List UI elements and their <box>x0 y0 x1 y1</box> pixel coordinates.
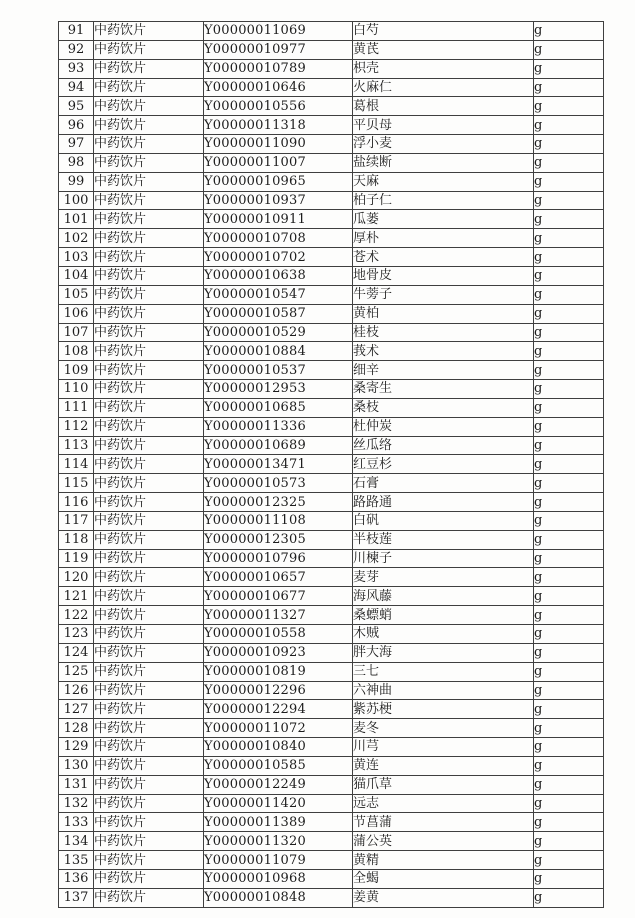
cell-unit: g <box>534 869 604 888</box>
cell-row-number: 125 <box>59 662 94 681</box>
table-row <box>59 851 604 870</box>
cell-code: Y00000010537 <box>204 361 353 380</box>
cell-code: Y00000010708 <box>204 229 353 248</box>
cell-unit: g <box>534 342 604 361</box>
cell-drug-name: 海风藤 <box>353 587 534 606</box>
cell-category: 中药饮片 <box>94 153 204 172</box>
cell-code: Y00000010587 <box>204 304 353 323</box>
cell-category: 中药饮片 <box>94 342 204 361</box>
cell-unit: g <box>534 380 604 399</box>
cell-code: Y00000010840 <box>204 738 353 757</box>
cell-category: 中药饮片 <box>94 643 204 662</box>
cell-code: Y00000010677 <box>204 587 353 606</box>
cell-row-number: 119 <box>59 549 94 568</box>
cell-category: 中药饮片 <box>94 869 204 888</box>
table-row <box>59 323 604 342</box>
cell-unit: g <box>534 266 604 285</box>
cell-category: 中药饮片 <box>94 549 204 568</box>
cell-drug-name: 杜仲炭 <box>353 417 534 436</box>
cell-drug-name: 三七 <box>353 662 534 681</box>
cell-drug-name: 平贝母 <box>353 116 534 135</box>
cell-drug-name: 黄精 <box>353 851 534 870</box>
cell-code: Y00000011090 <box>204 135 353 154</box>
cell-drug-name: 木贼 <box>353 625 534 644</box>
table-row <box>59 285 604 304</box>
cell-code: Y00000010702 <box>204 248 353 267</box>
table-row <box>59 756 604 775</box>
cell-row-number: 116 <box>59 493 94 512</box>
cell-code: Y00000011072 <box>204 719 353 738</box>
table-row <box>59 191 604 210</box>
cell-code: Y00000012953 <box>204 380 353 399</box>
cell-unit: g <box>534 530 604 549</box>
cell-category: 中药饮片 <box>94 775 204 794</box>
cell-row-number: 97 <box>59 135 94 154</box>
table-row <box>59 681 604 700</box>
cell-drug-name: 紫苏梗 <box>353 700 534 719</box>
cell-category: 中药饮片 <box>94 210 204 229</box>
cell-drug-name: 枳壳 <box>353 59 534 78</box>
cell-drug-name: 牛蒡子 <box>353 285 534 304</box>
cell-drug-name: 姜黄 <box>353 888 534 907</box>
table-row <box>59 417 604 436</box>
cell-category: 中药饮片 <box>94 304 204 323</box>
table-row <box>59 398 604 417</box>
cell-row-number: 111 <box>59 398 94 417</box>
cell-unit: g <box>534 59 604 78</box>
cell-unit: g <box>534 587 604 606</box>
table-row <box>59 116 604 135</box>
table-row <box>59 436 604 455</box>
cell-row-number: 137 <box>59 888 94 907</box>
cell-category: 中药饮片 <box>94 511 204 530</box>
cell-category: 中药饮片 <box>94 587 204 606</box>
cell-row-number: 131 <box>59 775 94 794</box>
table-row <box>59 869 604 888</box>
cell-unit: g <box>534 78 604 97</box>
table-row <box>59 587 604 606</box>
cell-row-number: 132 <box>59 794 94 813</box>
cell-row-number: 107 <box>59 323 94 342</box>
cell-unit: g <box>534 455 604 474</box>
table-row <box>59 380 604 399</box>
table-row <box>59 210 604 229</box>
table-row <box>59 493 604 512</box>
cell-code: Y00000011318 <box>204 116 353 135</box>
cell-unit: g <box>534 756 604 775</box>
cell-row-number: 94 <box>59 78 94 97</box>
cell-category: 中药饮片 <box>94 248 204 267</box>
cell-unit: g <box>534 474 604 493</box>
cell-category: 中药饮片 <box>94 493 204 512</box>
table-row <box>59 153 604 172</box>
table-row <box>59 832 604 851</box>
cell-unit: g <box>534 888 604 907</box>
cell-category: 中药饮片 <box>94 700 204 719</box>
cell-row-number: 96 <box>59 116 94 135</box>
cell-category: 中药饮片 <box>94 59 204 78</box>
cell-code: Y00000011007 <box>204 153 353 172</box>
cell-code: Y00000010937 <box>204 191 353 210</box>
table-row <box>59 97 604 116</box>
cell-category: 中药饮片 <box>94 172 204 191</box>
cell-drug-name: 桑枝 <box>353 398 534 417</box>
cell-category: 中药饮片 <box>94 22 204 41</box>
cell-unit: g <box>534 794 604 813</box>
cell-unit: g <box>534 40 604 59</box>
cell-row-number: 122 <box>59 606 94 625</box>
cell-drug-name: 六神曲 <box>353 681 534 700</box>
cell-category: 中药饮片 <box>94 756 204 775</box>
cell-code: Y00000010796 <box>204 549 353 568</box>
cell-code: Y00000010848 <box>204 888 353 907</box>
cell-drug-name: 节菖蒲 <box>353 813 534 832</box>
cell-unit: g <box>534 568 604 587</box>
cell-drug-name: 川芎 <box>353 738 534 757</box>
cell-category: 中药饮片 <box>94 606 204 625</box>
cell-drug-name: 石膏 <box>353 474 534 493</box>
cell-category: 中药饮片 <box>94 323 204 342</box>
table-row <box>59 511 604 530</box>
cell-category: 中药饮片 <box>94 625 204 644</box>
cell-drug-name: 莪术 <box>353 342 534 361</box>
table-row <box>59 775 604 794</box>
cell-drug-name: 麦芽 <box>353 568 534 587</box>
table-row <box>59 606 604 625</box>
cell-code: Y00000011320 <box>204 832 353 851</box>
cell-category: 中药饮片 <box>94 455 204 474</box>
table-row <box>59 625 604 644</box>
table-row <box>59 304 604 323</box>
cell-unit: g <box>534 832 604 851</box>
cell-code: Y00000010547 <box>204 285 353 304</box>
cell-drug-name: 天麻 <box>353 172 534 191</box>
cell-code: Y00000010646 <box>204 78 353 97</box>
table-row <box>59 135 604 154</box>
cell-code: Y00000012249 <box>204 775 353 794</box>
cell-code: Y00000010789 <box>204 59 353 78</box>
table-row <box>59 78 604 97</box>
cell-code: Y00000011336 <box>204 417 353 436</box>
cell-drug-name: 猫爪草 <box>353 775 534 794</box>
cell-code: Y00000010573 <box>204 474 353 493</box>
cell-category: 中药饮片 <box>94 662 204 681</box>
cell-unit: g <box>534 549 604 568</box>
cell-category: 中药饮片 <box>94 719 204 738</box>
cell-row-number: 126 <box>59 681 94 700</box>
cell-row-number: 103 <box>59 248 94 267</box>
table-row <box>59 662 604 681</box>
cell-unit: g <box>534 625 604 644</box>
cell-category: 中药饮片 <box>94 116 204 135</box>
table-row <box>59 738 604 757</box>
cell-drug-name: 白矾 <box>353 511 534 530</box>
cell-code: Y00000010911 <box>204 210 353 229</box>
cell-row-number: 114 <box>59 455 94 474</box>
cell-unit: g <box>534 229 604 248</box>
cell-category: 中药饮片 <box>94 474 204 493</box>
cell-drug-name: 路路通 <box>353 493 534 512</box>
cell-row-number: 129 <box>59 738 94 757</box>
cell-category: 中药饮片 <box>94 832 204 851</box>
cell-code: Y00000011069 <box>204 22 353 41</box>
cell-drug-name: 苍术 <box>353 248 534 267</box>
cell-code: Y00000012305 <box>204 530 353 549</box>
cell-drug-name: 柏子仁 <box>353 191 534 210</box>
cell-category: 中药饮片 <box>94 794 204 813</box>
cell-row-number: 98 <box>59 153 94 172</box>
cell-row-number: 124 <box>59 643 94 662</box>
cell-row-number: 102 <box>59 229 94 248</box>
table-row <box>59 568 604 587</box>
cell-drug-name: 蒲公英 <box>353 832 534 851</box>
cell-row-number: 130 <box>59 756 94 775</box>
cell-code: Y00000010685 <box>204 398 353 417</box>
table-row <box>59 700 604 719</box>
table-row <box>59 22 604 41</box>
cell-category: 中药饮片 <box>94 380 204 399</box>
cell-drug-name: 丝瓜络 <box>353 436 534 455</box>
cell-category: 中药饮片 <box>94 738 204 757</box>
cell-unit: g <box>534 323 604 342</box>
cell-drug-name: 黄柏 <box>353 304 534 323</box>
cell-category: 中药饮片 <box>94 568 204 587</box>
cell-unit: g <box>534 285 604 304</box>
cell-unit: g <box>534 135 604 154</box>
cell-drug-name: 桂枝 <box>353 323 534 342</box>
cell-row-number: 109 <box>59 361 94 380</box>
cell-unit: g <box>534 738 604 757</box>
table-row <box>59 549 604 568</box>
cell-category: 中药饮片 <box>94 436 204 455</box>
cell-row-number: 95 <box>59 97 94 116</box>
cell-unit: g <box>534 153 604 172</box>
cell-unit: g <box>534 361 604 380</box>
cell-code: Y00000011079 <box>204 851 353 870</box>
cell-drug-name: 瓜蒌 <box>353 210 534 229</box>
table-row <box>59 229 604 248</box>
cell-drug-name: 浮小麦 <box>353 135 534 154</box>
cell-category: 中药饮片 <box>94 78 204 97</box>
cell-unit: g <box>534 606 604 625</box>
table-row <box>59 813 604 832</box>
cell-row-number: 106 <box>59 304 94 323</box>
cell-row-number: 136 <box>59 869 94 888</box>
cell-drug-name: 盐续断 <box>353 153 534 172</box>
cell-code: Y00000010968 <box>204 869 353 888</box>
cell-category: 中药饮片 <box>94 40 204 59</box>
cell-code: Y00000012296 <box>204 681 353 700</box>
cell-unit: g <box>534 700 604 719</box>
cell-row-number: 123 <box>59 625 94 644</box>
cell-row-number: 101 <box>59 210 94 229</box>
cell-row-number: 104 <box>59 266 94 285</box>
table-row <box>59 172 604 191</box>
cell-unit: g <box>534 493 604 512</box>
table-row <box>59 455 604 474</box>
medicine-table-body <box>59 22 604 908</box>
cell-unit: g <box>534 116 604 135</box>
cell-unit: g <box>534 417 604 436</box>
cell-code: Y00000010529 <box>204 323 353 342</box>
cell-code: Y00000010585 <box>204 756 353 775</box>
cell-category: 中药饮片 <box>94 417 204 436</box>
cell-category: 中药饮片 <box>94 361 204 380</box>
cell-unit: g <box>534 304 604 323</box>
cell-code: Y00000010689 <box>204 436 353 455</box>
cell-drug-name: 全蝎 <box>353 869 534 888</box>
cell-drug-name: 地骨皮 <box>353 266 534 285</box>
cell-category: 中药饮片 <box>94 285 204 304</box>
table-row <box>59 342 604 361</box>
cell-drug-name: 胖大海 <box>353 643 534 662</box>
cell-code: Y00000010884 <box>204 342 353 361</box>
cell-row-number: 127 <box>59 700 94 719</box>
cell-category: 中药饮片 <box>94 135 204 154</box>
cell-code: Y00000011108 <box>204 511 353 530</box>
medicine-table <box>58 21 604 908</box>
cell-unit: g <box>534 97 604 116</box>
cell-drug-name: 黄芪 <box>353 40 534 59</box>
cell-code: Y00000010558 <box>204 625 353 644</box>
cell-category: 中药饮片 <box>94 530 204 549</box>
cell-code: Y00000011389 <box>204 813 353 832</box>
cell-code: Y00000010977 <box>204 40 353 59</box>
cell-row-number: 110 <box>59 380 94 399</box>
cell-drug-name: 葛根 <box>353 97 534 116</box>
cell-code: Y00000010923 <box>204 643 353 662</box>
cell-drug-name: 半枝莲 <box>353 530 534 549</box>
cell-unit: g <box>534 191 604 210</box>
cell-row-number: 92 <box>59 40 94 59</box>
table-row <box>59 248 604 267</box>
cell-row-number: 108 <box>59 342 94 361</box>
cell-row-number: 133 <box>59 813 94 832</box>
cell-row-number: 135 <box>59 851 94 870</box>
cell-row-number: 117 <box>59 511 94 530</box>
cell-code: Y00000012325 <box>204 493 353 512</box>
cell-row-number: 99 <box>59 172 94 191</box>
cell-unit: g <box>534 436 604 455</box>
cell-category: 中药饮片 <box>94 97 204 116</box>
cell-drug-name: 红豆杉 <box>353 455 534 474</box>
cell-unit: g <box>534 511 604 530</box>
cell-drug-name: 厚朴 <box>353 229 534 248</box>
cell-code: Y00000010638 <box>204 266 353 285</box>
cell-row-number: 118 <box>59 530 94 549</box>
table-row <box>59 474 604 493</box>
cell-code: Y00000012294 <box>204 700 353 719</box>
table-row <box>59 794 604 813</box>
cell-row-number: 121 <box>59 587 94 606</box>
cell-drug-name: 细辛 <box>353 361 534 380</box>
table-row <box>59 719 604 738</box>
table-row <box>59 266 604 285</box>
cell-row-number: 100 <box>59 191 94 210</box>
cell-category: 中药饮片 <box>94 681 204 700</box>
cell-code: Y00000010965 <box>204 172 353 191</box>
cell-row-number: 115 <box>59 474 94 493</box>
cell-row-number: 112 <box>59 417 94 436</box>
cell-unit: g <box>534 719 604 738</box>
cell-drug-name: 远志 <box>353 794 534 813</box>
cell-unit: g <box>534 851 604 870</box>
cell-code: Y00000010657 <box>204 568 353 587</box>
cell-code: Y00000011420 <box>204 794 353 813</box>
cell-category: 中药饮片 <box>94 191 204 210</box>
cell-row-number: 105 <box>59 285 94 304</box>
cell-unit: g <box>534 643 604 662</box>
cell-unit: g <box>534 681 604 700</box>
cell-drug-name: 麦冬 <box>353 719 534 738</box>
cell-code: Y00000011327 <box>204 606 353 625</box>
cell-code: Y00000013471 <box>204 455 353 474</box>
table-row <box>59 361 604 380</box>
cell-category: 中药饮片 <box>94 813 204 832</box>
cell-row-number: 91 <box>59 22 94 41</box>
cell-category: 中药饮片 <box>94 229 204 248</box>
table-row <box>59 530 604 549</box>
cell-unit: g <box>534 22 604 41</box>
table-row <box>59 643 604 662</box>
cell-category: 中药饮片 <box>94 266 204 285</box>
cell-unit: g <box>534 398 604 417</box>
cell-drug-name: 川楝子 <box>353 549 534 568</box>
cell-unit: g <box>534 248 604 267</box>
cell-unit: g <box>534 210 604 229</box>
cell-code: Y00000010819 <box>204 662 353 681</box>
cell-row-number: 134 <box>59 832 94 851</box>
cell-drug-name: 火麻仁 <box>353 78 534 97</box>
table-row <box>59 888 604 907</box>
cell-unit: g <box>534 813 604 832</box>
cell-row-number: 120 <box>59 568 94 587</box>
cell-row-number: 93 <box>59 59 94 78</box>
cell-unit: g <box>534 662 604 681</box>
cell-unit: g <box>534 775 604 794</box>
cell-row-number: 113 <box>59 436 94 455</box>
cell-unit: g <box>534 172 604 191</box>
cell-row-number: 128 <box>59 719 94 738</box>
table-row <box>59 40 604 59</box>
cell-drug-name: 桑螵蛸 <box>353 606 534 625</box>
cell-drug-name: 黄连 <box>353 756 534 775</box>
cell-category: 中药饮片 <box>94 888 204 907</box>
table-row <box>59 59 604 78</box>
cell-code: Y00000010556 <box>204 97 353 116</box>
cell-category: 中药饮片 <box>94 851 204 870</box>
cell-category: 中药饮片 <box>94 398 204 417</box>
cell-drug-name: 白芍 <box>353 22 534 41</box>
cell-drug-name: 桑寄生 <box>353 380 534 399</box>
